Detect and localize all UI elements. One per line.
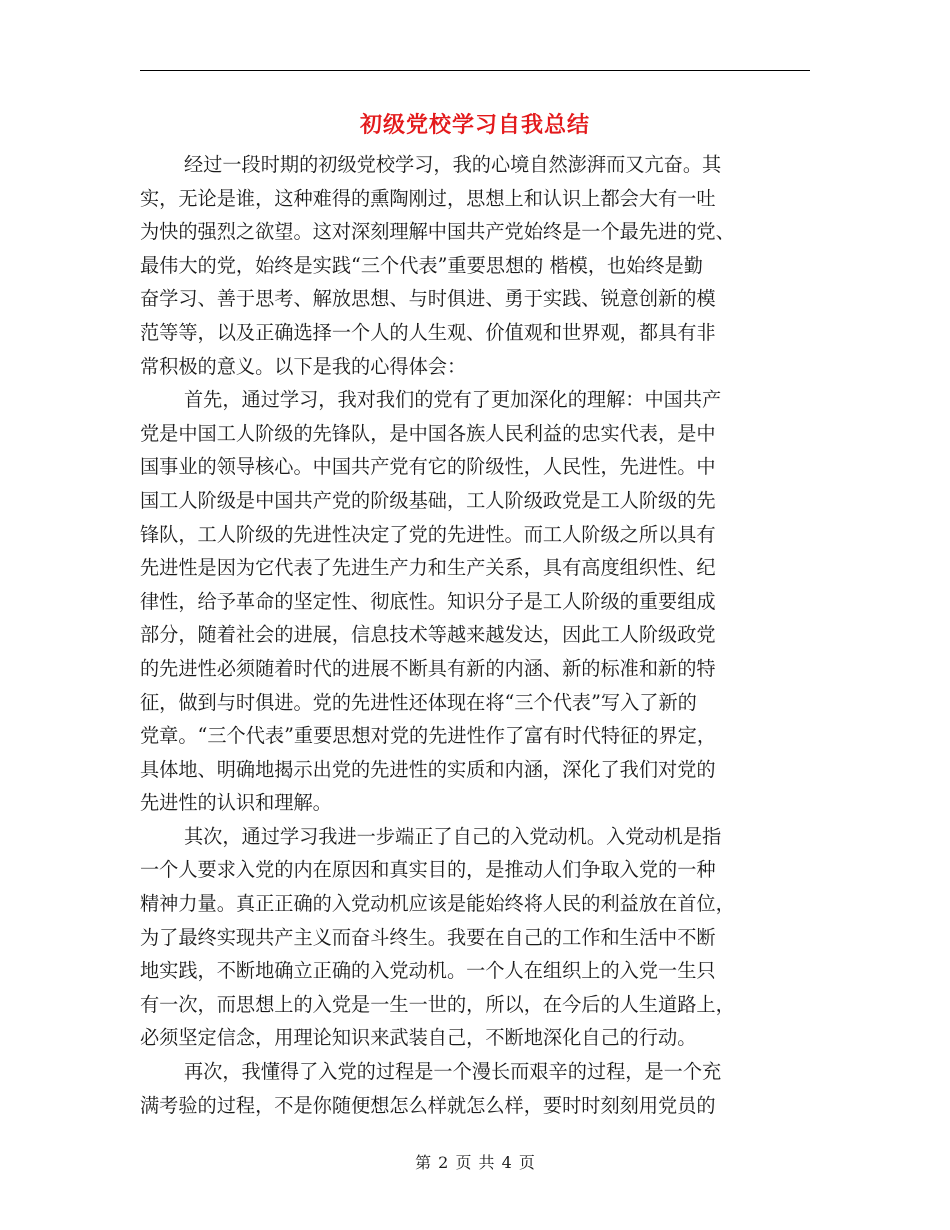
text-line: 律性，给予革命的坚定性、彻底性。知识分子是工人阶级的重要组成 (140, 589, 716, 613)
text-line: 锋队，工人阶级的先进性决定了党的先进性。而工人阶级之所以具有 (140, 522, 716, 546)
paragraph-first-line: 经过一段时期的初级党校学习，我的心境自然澎湃而又亢奋。其 (184, 153, 722, 176)
document-title: 初级党校学习自我总结 (359, 112, 590, 138)
text-line: 精神力量。真正正确的入党动机应该是能始终将人民的利益放在首位， (140, 892, 735, 916)
text-line: 满考验的过程，不是你随便想怎么样就怎么样，要时时刻刻用党员的 (140, 1093, 716, 1117)
text-line: 国工人阶级是中国共产党的阶级基础，工人阶级政党是工人阶级的先 (140, 488, 716, 512)
text-line: 地实践，不断地确立正确的入党动机。一个人在组织上的入党一生只 (140, 959, 716, 983)
text-line: 党是中国工人阶级的先锋队，是中国各族人民利益的忠实代表，是中 (140, 421, 716, 445)
header-rule (140, 70, 810, 71)
text-line: 先进性的认识和理解。 (140, 791, 332, 815)
text-line: 先进性是因为它代表了先进生产力和生产关系，具有高度组织性、纪 (140, 556, 716, 580)
document-body (140, 148, 808, 1122)
text-line: 征，做到与时俱进。党的先进性还体现在将“三个代表”写入了新的 (140, 690, 697, 714)
text-line: 实，无论是谁，这种难得的熏陶刚过，思想上和认识上都会大有一吐 (140, 186, 716, 210)
text-line: 国事业的领导核心。中国共产党有它的阶级性，人民性，先进性。中 (140, 455, 716, 479)
text-line: 党章。“三个代表”重要思想对党的先进性作了富有时代特征的界定， (140, 724, 717, 748)
text-line: 的先进性必须随着时代的进展不断具有新的内涵、新的标准和新的特 (140, 656, 716, 680)
text-line: 最伟大的党，始终是实践“三个代表”重要思想的 楷模，也始终是勤 (140, 253, 703, 277)
text-line: 为了最终实现共产主义而奋斗终生。我要在自己的工作和生活中不断 (140, 925, 716, 949)
paragraph-first-line: 首先，通过学习，我对我们的党有了更加深化的理解：中国共产 (184, 388, 722, 412)
text-line: 部分，随着社会的进展，信息技术等越来越发达，因此工人阶级政党 (140, 623, 716, 647)
paragraph-first-line: 其次，通过学习我进一步端正了自己的入党动机。入党动机是指 (184, 824, 722, 848)
text-line: 常积极的意义。以下是我的心得体会： (140, 354, 467, 378)
text-line: 为快的强烈之欲望。这对深刻理解中国共产党始终是一个最先进的党、 (140, 220, 735, 244)
text-line: 有一次，而思想上的入党是一生一世的，所以，在今后的人生道路上， (140, 992, 735, 1016)
text-line: 范等等，以及正确选择一个人的人生观、价值观和世界观，都具有非 (140, 320, 716, 344)
text-line: 一个人要求入党的内在原因和真实目的，是推动人们争取入党的一种 (140, 858, 716, 882)
text-line: 具体地、明确地揭示出党的先进性的实质和内涵，深化了我们对党的 (140, 757, 716, 781)
paragraph-first-line: 再次，我懂得了入党的过程是一个漫长而艰辛的过程，是一个充 (184, 1060, 722, 1084)
text-line: 必须坚定信念，用理论知识来武装自己，不断地深化自己的行动。 (140, 1026, 697, 1050)
page-footer: 第 2 页 共 4 页 (415, 1153, 535, 1172)
text-line: 奋学习、善于思考、解放思想、与时俱进、勇于实践、锐意创新的模 (140, 287, 716, 311)
